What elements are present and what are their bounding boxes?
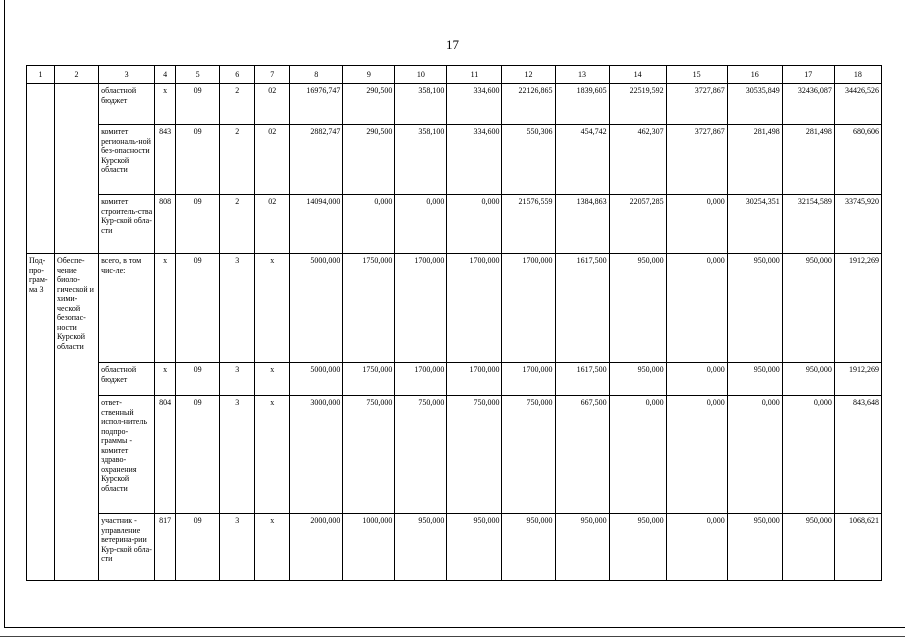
cell-value: 0,000 [447,195,502,254]
cell-source: областной бюджет [99,363,155,396]
cell-value: 1700,000 [447,254,502,363]
cell-value: 22519,592 [609,84,666,125]
cell-value: 0,000 [666,254,727,363]
cell-value: 2882,747 [290,125,343,195]
cell-value: 334,600 [447,125,502,195]
cell-program-id: Под-про-грам-ма 3 [27,254,55,581]
cell-value: 0,000 [666,396,727,514]
cell-value: 0,000 [666,363,727,396]
cell-csr: x [255,396,290,514]
table-row [27,514,882,581]
cell-value: 22057,285 [609,195,666,254]
cell-pr: 3 [220,514,255,581]
cell-value: 30254,351 [727,195,782,254]
cell-rz: 09 [176,125,220,195]
cell-source: участник - управление ветерина-рии Кур-ской обла-сти [99,514,155,581]
cell-value: 21576,559 [502,195,555,254]
cell-value: 3727,867 [666,84,727,125]
cell-value: 1912,269 [834,363,881,396]
column-header: 15 [666,66,727,84]
cell-pr: 3 [220,363,255,396]
cell-value: 1700,000 [502,254,555,363]
cell-pr: 2 [220,125,255,195]
cell-value: 950,000 [727,254,782,363]
cell-grbs: x [155,84,176,125]
cell-value: 950,000 [727,363,782,396]
cell-value: 3000,000 [290,396,343,514]
cell-value: 750,000 [447,396,502,514]
column-header: 8 [290,66,343,84]
cell-value: 358,100 [395,125,447,195]
cell-csr: x [255,363,290,396]
cell-value: 334,600 [447,84,502,125]
cell-value: 32436,087 [782,84,834,125]
cell-program-name: Обеспе-чение биоло-гической и хими-ческой безопас-ности Курской области [55,254,99,581]
cell-value: 290,500 [343,84,395,125]
cell-rz: 09 [176,254,220,363]
table-row [27,396,882,514]
cell-program-id [27,84,55,254]
cell-value: 1750,000 [343,254,395,363]
column-header: 12 [502,66,555,84]
table-row [27,125,882,195]
cell-csr: 02 [255,195,290,254]
cell-value: 950,000 [609,254,666,363]
cell-value: 0,000 [782,396,834,514]
column-header: 10 [395,66,447,84]
cell-csr: x [255,514,290,581]
column-header: 5 [176,66,220,84]
cell-rz: 09 [176,84,220,125]
column-header: 7 [255,66,290,84]
cell-value: 0,000 [395,195,447,254]
cell-pr: 3 [220,254,255,363]
cell-csr: x [255,254,290,363]
budget-table [26,65,882,581]
cell-program-name [55,84,99,254]
table-row [27,195,882,254]
cell-source: областной бюджет [99,84,155,125]
cell-value: 0,000 [343,195,395,254]
cell-value: 550,306 [502,125,555,195]
cell-value: 34426,526 [834,84,881,125]
cell-value: 1700,000 [447,363,502,396]
cell-value: 33745,920 [834,195,881,254]
cell-pr: 2 [220,84,255,125]
page-border-bottom [4,627,905,628]
page-border-left [4,0,5,628]
cell-value: 3727,867 [666,125,727,195]
cell-grbs: 804 [155,396,176,514]
column-header: 3 [99,66,155,84]
cell-value: 30535,849 [727,84,782,125]
column-header: 4 [155,66,176,84]
column-header: 2 [55,66,99,84]
cell-source: комитет строитель-ства Кур-ской обла-сти [99,195,155,254]
cell-value: 1384,863 [555,195,609,254]
cell-csr: 02 [255,125,290,195]
cell-value: 281,498 [727,125,782,195]
cell-source: ответ-ственный испол-нитель подпро-граммы - комитет здраво-охранения Курской области [99,396,155,514]
cell-value: 950,000 [782,254,834,363]
cell-value: 950,000 [395,514,447,581]
cell-value: 14094,000 [290,195,343,254]
cell-value: 750,000 [343,396,395,514]
table-row [27,363,882,396]
column-number-row [27,66,882,84]
cell-value: 5000,000 [290,363,343,396]
cell-value: 462,307 [609,125,666,195]
cell-value: 16976,747 [290,84,343,125]
column-header: 11 [447,66,502,84]
cell-value: 0,000 [666,195,727,254]
column-header: 13 [555,66,609,84]
cell-value: 0,000 [666,514,727,581]
table-row [27,84,882,125]
cell-value: 950,000 [727,514,782,581]
cell-value: 1000,000 [343,514,395,581]
column-header: 1 [27,66,55,84]
cell-value: 5000,000 [290,254,343,363]
column-header: 6 [220,66,255,84]
cell-value: 1750,000 [343,363,395,396]
cell-value: 950,000 [447,514,502,581]
cell-value: 950,000 [782,514,834,581]
cell-pr: 2 [220,195,255,254]
cell-value: 0,000 [609,396,666,514]
cell-value: 0,000 [727,396,782,514]
cell-value: 2000,000 [290,514,343,581]
cell-value: 358,100 [395,84,447,125]
cell-value: 1700,000 [395,254,447,363]
cell-value: 950,000 [502,514,555,581]
column-header: 9 [343,66,395,84]
cell-value: 32154,589 [782,195,834,254]
cell-value: 843,648 [834,396,881,514]
cell-rz: 09 [176,195,220,254]
cell-grbs: 843 [155,125,176,195]
cell-value: 1617,500 [555,363,609,396]
column-header: 18 [834,66,881,84]
cell-value: 750,000 [502,396,555,514]
cell-csr: 02 [255,84,290,125]
cell-value: 1912,269 [834,254,881,363]
column-header: 16 [727,66,782,84]
column-header: 17 [782,66,834,84]
cell-grbs: x [155,254,176,363]
cell-value: 680,606 [834,125,881,195]
cell-rz: 09 [176,396,220,514]
cell-value: 950,000 [609,363,666,396]
cell-rz: 09 [176,363,220,396]
column-header: 14 [609,66,666,84]
cell-value: 1700,000 [502,363,555,396]
cell-value: 1617,500 [555,254,609,363]
cell-grbs: 808 [155,195,176,254]
cell-source: всего, в том чис-ле: [99,254,155,363]
table-row [27,254,882,363]
cell-value: 950,000 [555,514,609,581]
cell-value: 950,000 [782,363,834,396]
cell-value: 22126,865 [502,84,555,125]
cell-value: 1068,621 [834,514,881,581]
cell-grbs: x [155,363,176,396]
cell-value: 750,000 [395,396,447,514]
cell-value: 950,000 [609,514,666,581]
cell-value: 454,742 [555,125,609,195]
cell-value: 281,498 [782,125,834,195]
cell-source: комитет региональ-ной без-опасности Курской области [99,125,155,195]
cell-rz: 09 [176,514,220,581]
cell-value: 1839,605 [555,84,609,125]
scan-edge [0,636,905,637]
page-number: 17 [446,37,459,52]
cell-pr: 3 [220,396,255,514]
cell-value: 1700,000 [395,363,447,396]
cell-grbs: 817 [155,514,176,581]
cell-value: 290,500 [343,125,395,195]
cell-value: 667,500 [555,396,609,514]
